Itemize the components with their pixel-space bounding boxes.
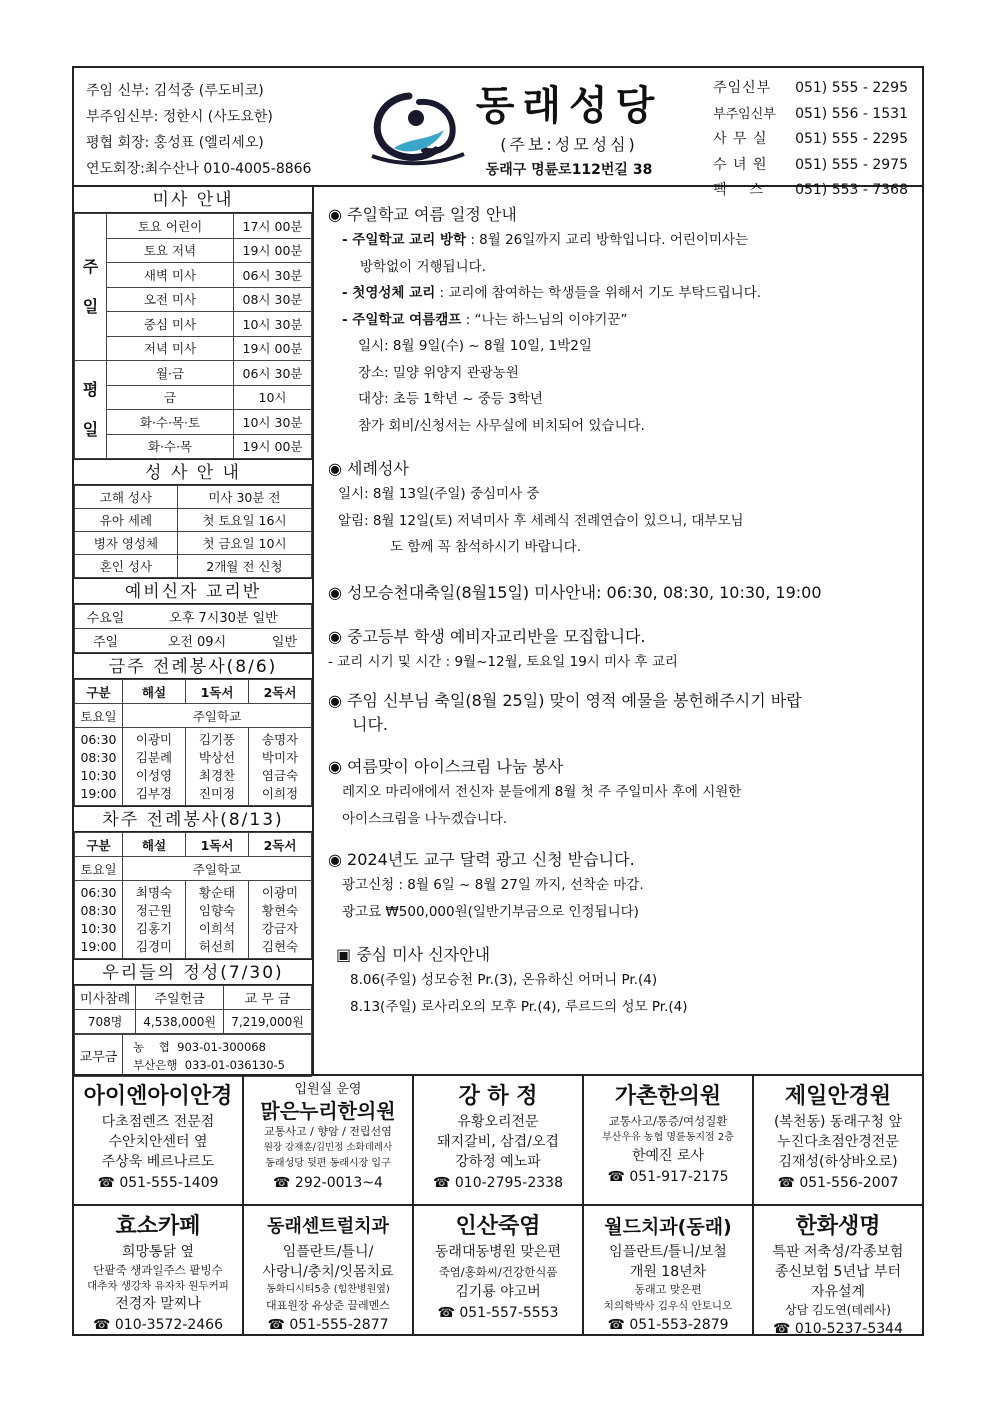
table-cell: 첫 금요일 10시: [177, 532, 311, 555]
phone-icon: ☎: [433, 1175, 455, 1191]
sunday-label: 주 일: [75, 214, 107, 361]
ad-phone: [414, 1302, 582, 1324]
ad-line: 동래대동병원 맞은편: [434, 1244, 562, 1260]
table-cell: 708명: [75, 1010, 136, 1034]
table-cell: 주일헌금: [136, 986, 224, 1010]
table-row: [75, 312, 312, 337]
ad-line: 입원실 운영: [294, 1082, 362, 1097]
sacrament-table: [74, 485, 312, 578]
table-row: [75, 361, 312, 386]
table-cell: 새벽 미사: [107, 263, 234, 288]
service1-table: [74, 679, 312, 806]
notice-line: 광고료 ₩500,000원(일반기부금으로 인정됩니다): [342, 903, 639, 920]
account-table: [74, 1034, 312, 1077]
ads-section: [74, 1074, 922, 1337]
table-cell: 화·수·목·토: [107, 410, 234, 435]
table-cell: 19시 00분: [234, 336, 312, 361]
table-cell: 교 무 금: [224, 986, 312, 1010]
ad-line: 사랑니/충치/잇몸치료: [262, 1264, 394, 1280]
left-column: [74, 187, 314, 1074]
notice-text: : 교리에 참여하는 학생들을 위해서 기도 부탁드립니다.: [435, 285, 762, 301]
ad-line: 강하정 예노파: [455, 1154, 541, 1170]
church-name: 동래성당: [475, 83, 663, 129]
table-cell: 19시 00분: [234, 434, 312, 459]
table-row: [75, 486, 312, 509]
table-row: [75, 605, 312, 629]
notice-heading: ◉ 성모승천대축일(8월15일) 미사안내: 06:30, 08:30, 10:30, 19:00: [328, 582, 822, 602]
phone-icon: ☎: [93, 1317, 115, 1333]
ad-line: 치의학박사 김우식 안토니오: [603, 1300, 733, 1312]
ad-line: 동래고 맞은편: [634, 1283, 702, 1296]
table-cell: [123, 1035, 312, 1077]
table-cell: 10시 30분: [234, 410, 312, 435]
notice-heading: ▣ 중심 미사 신자안내: [336, 945, 491, 964]
notice-line: 8.06(주일) 성모승천 Pr.(3), 온유하신 어머니 Pr.(4): [350, 972, 658, 988]
account-line: 부산은행 033-01-036130-5: [133, 1057, 285, 1072]
notice-line: 일시: 8월 9일(수) ~ 8월 10일, 1박2일: [358, 338, 592, 354]
ad-phone-number: 010-3572-2466: [114, 1317, 223, 1333]
notice-title: 주일학교 여름 일정 안내: [347, 205, 517, 224]
service2-title: 차주 전례봉사(8/13): [74, 806, 312, 832]
table-cell: 토요일: [75, 704, 123, 728]
table-cell: 송명자 박미자 염금숙 이희정: [249, 728, 312, 806]
ad-card: [584, 1076, 754, 1204]
ad-line: 희망통닭 옆: [121, 1244, 195, 1260]
table-cell: 06:30 08:30 10:30 19:00: [75, 728, 123, 806]
table-cell: 중심 미사: [107, 312, 234, 337]
ad-line: 수안치안센터 옆: [108, 1134, 208, 1150]
table-row: [75, 532, 312, 555]
ad-name: 한화생명: [795, 1214, 881, 1239]
table-header: 구분: [75, 680, 123, 704]
table-cell: 유아 세례: [75, 509, 178, 532]
ad-line: 임플란트/틀니/보철: [609, 1244, 727, 1260]
notices: [316, 187, 922, 1074]
ad-line: 원장 강재훈/김민정 소화데레사: [263, 1142, 393, 1153]
ad-card: [74, 1206, 244, 1334]
ad-line: 전경자 말찌나: [115, 1296, 201, 1312]
table-cell: 4,538,000원: [136, 1010, 224, 1034]
service2-table: [74, 832, 312, 959]
ad-phone: [754, 1172, 922, 1194]
ad-phone-number: 010-2795-2338: [454, 1175, 563, 1191]
ad-line: 다초점렌즈 전문점: [101, 1114, 215, 1130]
table-cell: 주일학교: [123, 704, 312, 728]
clergy-line: 부주임신부: 정한시 (사도요한): [86, 109, 273, 125]
table-header: 2독서: [249, 833, 312, 857]
table-header: 해설: [123, 833, 186, 857]
table-row: [75, 680, 312, 704]
table-cell: 최명숙 정근원 김홍기 김경미: [123, 881, 186, 959]
ad-name: 동래센트럴치과: [267, 1216, 389, 1237]
catechumen-table: [74, 604, 312, 653]
table-cell: 일반: [258, 629, 312, 653]
table-row: [75, 833, 312, 857]
table-cell: 17시 00분: [234, 214, 312, 239]
phone-icon: ☎: [437, 1305, 460, 1321]
ad-line: 돼지갈비, 삼겹/오겹: [437, 1134, 559, 1150]
table-cell: 08시 30분: [234, 287, 312, 312]
contact-phone: 051) 555 - 2975: [795, 156, 908, 173]
ad-line: 죽염/홍화씨/건강한식품: [438, 1265, 558, 1279]
table-cell: 10시 30분: [234, 312, 312, 337]
ad-phone-number: 051-555-1409: [119, 1175, 219, 1191]
bulletin-frame: [72, 66, 924, 1336]
table-row: [75, 385, 312, 410]
ad-phone: [754, 1318, 922, 1340]
ad-line: 김재성(하상바오로): [778, 1154, 898, 1170]
notice-line: 일시: 8월 13일(주일) 중심미사 중: [338, 486, 540, 502]
table-cell: 고해 성사: [75, 486, 178, 509]
ad-line: 대추차 생강차 유자차 원두커피: [87, 1280, 229, 1292]
ad-phone-number: 010-5237-5344: [794, 1321, 903, 1337]
clergy-line: 연도회장:최수산나 010-4005-8866: [86, 161, 312, 177]
table-row: [75, 881, 312, 959]
table-cell: 06시 30분: [234, 263, 312, 288]
ad-card: [754, 1076, 922, 1204]
mass-table: [74, 213, 312, 459]
notice-line: 장소: 밀양 위양지 관광농원: [358, 364, 519, 381]
table-cell: 혼인 성사: [75, 555, 178, 578]
clergy-line: 평협 회장: 홍성표 (엘리세오): [86, 135, 264, 151]
notice-line: 참가 회비/신청서는 사무실에 비치되어 있습니다.: [358, 417, 645, 434]
ad-phone-number: 051-556-2007: [799, 1175, 899, 1191]
ad-card: [414, 1206, 584, 1334]
contact-label: 부주임신부: [713, 106, 776, 122]
notice-line: 니다.: [352, 715, 388, 734]
notice-title: 주임 신부님 축일(8월 25일) 맞이 영적 예물을 봉헌해주시기 바랍: [347, 691, 802, 710]
notice-heading: ◉ 주임 신부님 축일(8월 25일) 맞이 영적 예물을 봉헌해주시기 바랍: [328, 691, 802, 710]
table-cell: 오후 7시30분 일반: [136, 605, 312, 629]
table-cell: 토요일: [75, 857, 123, 881]
notice-line: [328, 227, 922, 254]
notice-bold: - 첫영성체 교리: [342, 285, 436, 301]
table-cell: 오전 미사: [107, 287, 234, 312]
ad-line: 단팥죽 생과일주스 팥빙수: [93, 1263, 223, 1277]
ad-phone: [244, 1314, 412, 1336]
phone-icon: ☎: [607, 1317, 630, 1333]
ad-phone-number: 292-0013~4: [294, 1175, 383, 1191]
phone-icon: ☎: [777, 1175, 800, 1191]
table-cell: 월·금: [107, 361, 234, 386]
church-title-block: [469, 82, 669, 179]
table-cell: 오전 09시: [136, 629, 258, 653]
notice-heading: ◉ 2024년도 교구 달력 광고 신청 받습니다.: [328, 850, 635, 869]
ad-line: 자유설계: [810, 1284, 866, 1300]
ad-line: 부산우유 농협 명륜동지점 2층: [602, 1132, 734, 1143]
notice-heading: ◉ 여름맞이 아이스크림 나눔 봉사: [328, 757, 564, 776]
notice-bold: - 주일학교 여름캠프: [342, 311, 462, 328]
clergy-line: 주임 신부: 김석중 (루도비코): [86, 83, 264, 99]
ad-name: 강 하 정: [458, 1084, 538, 1109]
ad-line: 종신보험 5년납 부터: [775, 1264, 901, 1280]
ad-name: 아이엔아이안경: [83, 1084, 233, 1109]
table-cell: 화·수·목: [107, 434, 234, 459]
table-cell: 7,219,000원: [224, 1010, 312, 1034]
ad-name: 제일안경원: [784, 1084, 892, 1109]
notice-title: 2024년도 교구 달력 광고 신청 받습니다.: [347, 850, 635, 869]
ad-name: 가촌한의원: [614, 1084, 722, 1109]
table-row: [75, 214, 312, 239]
table-header: 1독서: [186, 680, 249, 704]
notice-line: 광고신청 : 8월 6일 ~ 8월 27일 까지, 선착순 마감.: [342, 877, 644, 893]
table-cell: 토요 저녁: [107, 238, 234, 263]
ad-card: [754, 1206, 922, 1337]
contact-phone: 051) 553 - 7368: [795, 182, 908, 198]
notice-title: 여름맞이 아이스크림 나눔 봉사: [347, 757, 564, 776]
table-cell: 주일학교: [123, 857, 312, 881]
header: [74, 68, 922, 198]
ad-line: 유황오리전문: [457, 1114, 539, 1130]
contact-row: [713, 76, 908, 102]
ad-line: 교통사고 / 향암 / 전립선염: [264, 1125, 392, 1138]
table-cell: 금: [107, 385, 234, 410]
ad-name: 맑은누리한의원: [260, 1099, 396, 1123]
contact-phone: 051) 555 - 2295: [795, 80, 908, 96]
table-row: [75, 238, 312, 263]
ad-name: 효소카페: [115, 1214, 201, 1239]
table-row: [75, 629, 312, 653]
ad-phone: [414, 1172, 582, 1194]
offering-table: [74, 985, 312, 1034]
table-cell: 06시 30분: [234, 361, 312, 386]
table-cell: 교무금: [75, 1035, 123, 1077]
ad-line: 개원 18년차: [629, 1264, 707, 1280]
contact-label: 사 무 실: [713, 131, 768, 147]
table-row: [75, 986, 312, 1010]
notice-heading: ◉ 중고등부 학생 예비자교리반을 모집합니다.: [328, 626, 646, 646]
phone-icon: ☎: [267, 1317, 290, 1333]
table-cell: 이광미 황현숙 강금자 김현숙: [249, 881, 312, 959]
ad-phone: [74, 1314, 242, 1336]
notice-line: [328, 280, 922, 307]
table-header: 1독서: [186, 833, 249, 857]
ad-line: (복천동) 동래구청 앞: [773, 1114, 903, 1130]
notice-line: - 교리 시기 및 시간 : 9월~12월, 토요일 19시 미사 후 교리: [328, 653, 678, 670]
notice-line: 도 함께 꼭 참석하시기 바랍니다.: [390, 539, 581, 555]
notice-text: : “나는 하느님의 이야기꾼”: [461, 311, 628, 328]
ad-phone-number: 051-557-5553: [459, 1305, 559, 1321]
table-cell: 토요 어린이: [107, 214, 234, 239]
ad-phone: [584, 1166, 752, 1188]
ad-line: 특판 저축성/각종보험: [772, 1244, 904, 1260]
ad-card: [584, 1206, 754, 1334]
table-row: [75, 263, 312, 288]
notice-line: 8.13(주일) 로사리오의 모후 Pr.(4), 루르드의 성모 Pr.(4): [350, 998, 688, 1015]
ad-phone-number: 051-553-2879: [629, 1317, 729, 1333]
ad-row: [74, 1204, 922, 1337]
phone-icon: ☎: [97, 1175, 120, 1191]
ad-line: 교통사고/통증/여성질환: [608, 1114, 728, 1128]
notice-title: 중고등부 학생 예비자교리반을 모집합니다.: [347, 626, 646, 646]
ad-phone: [584, 1314, 752, 1336]
notice-line: 대상: 초등 1학년 ~ 중등 3학년: [358, 391, 543, 407]
table-header: 2독서: [249, 680, 312, 704]
table-cell: 2개월 전 신청: [177, 555, 311, 578]
weekday-label: 평 일: [75, 361, 107, 459]
clergy-list: [86, 78, 311, 182]
church-patron: (주보:성모성심): [500, 135, 638, 154]
table-row: [75, 728, 312, 806]
notice-line: 방학없이 거행됩니다.: [360, 258, 486, 275]
ad-line: 주상욱 베르나르도: [101, 1154, 215, 1170]
notice-title: 중심 미사 신자안내: [356, 945, 491, 964]
notice-line: 아이스크림을 나누겠습니다.: [342, 810, 508, 827]
contact-label: 수 녀 원: [713, 156, 768, 173]
table-row: [75, 509, 312, 532]
notice-title: 성모승천대축일(8월15일) 미사안내: 06:30, 08:30, 10:30, 19:00: [347, 582, 822, 602]
table-cell: 미사참례: [75, 986, 136, 1010]
ad-phone: [74, 1172, 242, 1194]
ad-line: 누진다초점안경전문: [777, 1134, 899, 1150]
notice-bold: - 주일학교 교리 방학: [342, 232, 467, 248]
ad-line: 임플란트/틀니/: [282, 1244, 374, 1260]
notice-line: 알림: 8월 12일(토) 저녁미사 후 세례식 전례연습이 있으니, 대부모님: [338, 512, 744, 529]
table-cell: 첫 토요일 16시: [177, 509, 311, 532]
contact-label: 팩 스: [713, 182, 764, 198]
account-line: 농 협 903-01-300068: [133, 1039, 266, 1054]
phone-icon: ☎: [607, 1169, 630, 1185]
contact-row: [713, 102, 908, 128]
contact-phone: 051) 556 - 1531: [795, 105, 908, 122]
ad-line: 한예진 로사: [631, 1148, 705, 1164]
service1-title: 금주 전례봉사(8/6): [74, 653, 312, 679]
table-row: [75, 287, 312, 312]
ad-phone: [244, 1172, 412, 1194]
notice-text: : 8월 26일까지 교리 방학입니다. 어린이미사는: [466, 232, 749, 248]
table-cell: 황순태 임향숙 이희석 허선희: [186, 881, 249, 959]
table-header: 해설: [123, 680, 186, 704]
contact-row: [713, 153, 908, 179]
catechumen-title: 예비신자 교리반: [74, 578, 312, 604]
table-cell: 06:30 08:30 10:30 19:00: [75, 881, 123, 959]
ad-phone-number: 051-555-2877: [289, 1317, 389, 1333]
table-row: [75, 555, 312, 578]
contact-phone: 051) 555 - 2295: [795, 131, 908, 147]
phone-icon: ☎: [273, 1175, 295, 1191]
sacrament-title: 성 사 안 내: [74, 459, 312, 485]
table-cell: 10시: [234, 385, 312, 410]
ad-card: [74, 1076, 244, 1204]
church-logo-icon: [364, 88, 474, 170]
table-cell: 이광미 김분례 이성영 김부경: [123, 728, 186, 806]
ad-line: 상담 김도연(데레사): [785, 1303, 891, 1317]
table-cell: 주일: [75, 629, 137, 653]
table-row: [75, 857, 312, 881]
table-cell: 김기풍 박상선 최경찬 진미정: [186, 728, 249, 806]
contact-label: 주임신부: [713, 80, 772, 96]
table-cell: 미사 30분 전: [177, 486, 311, 509]
phone-icon: ☎: [773, 1321, 795, 1337]
contact-row: [713, 127, 908, 153]
ad-line: 동화디시티5층 (힘찬병원옆): [266, 1284, 390, 1295]
table-cell: 19시 00분: [234, 238, 312, 263]
ad-card: [244, 1076, 414, 1204]
ad-line: 김기룡 야고버: [455, 1284, 541, 1300]
ad-phone-number: 051-917-2175: [629, 1169, 729, 1185]
notice-heading: ◉ 세례성사: [328, 459, 409, 478]
ad-line: 동래성당 뒷편 동래시장 입구: [265, 1158, 391, 1169]
table-row: [75, 1035, 312, 1077]
offering-title: 우리들의 정성(7/30): [74, 959, 312, 985]
table-row: [75, 410, 312, 435]
notice-heading: ◉ 주일학교 여름 일정 안내: [328, 205, 517, 224]
ad-row: [74, 1074, 922, 1204]
church-address: 동래구 명륜로112번길 38: [485, 162, 653, 178]
mass-title: 미사 안내: [74, 187, 312, 213]
ad-card: [244, 1206, 414, 1334]
notice-title: 세례성사: [347, 459, 409, 478]
table-row: [75, 704, 312, 728]
ad-line: 대표원장 유상준 끌레멘스: [266, 1299, 390, 1312]
ad-card: [414, 1076, 584, 1204]
table-header: 구분: [75, 833, 123, 857]
table-row: [75, 434, 312, 459]
contact-list: [713, 76, 908, 204]
table-cell: 병자 영성체: [75, 532, 178, 555]
ad-name: 인산죽염: [455, 1214, 541, 1239]
table-row: [75, 336, 312, 361]
ad-name: 월드치과(동래): [604, 1216, 732, 1238]
notice-line: [328, 307, 922, 334]
table-cell: 저녁 미사: [107, 336, 234, 361]
table-cell: 수요일: [75, 605, 137, 629]
notice-line: 레지오 마리애에서 전신자 분들에게 8월 첫 주 주일미사 후에 시원한: [342, 784, 742, 800]
table-row: [75, 1010, 312, 1034]
